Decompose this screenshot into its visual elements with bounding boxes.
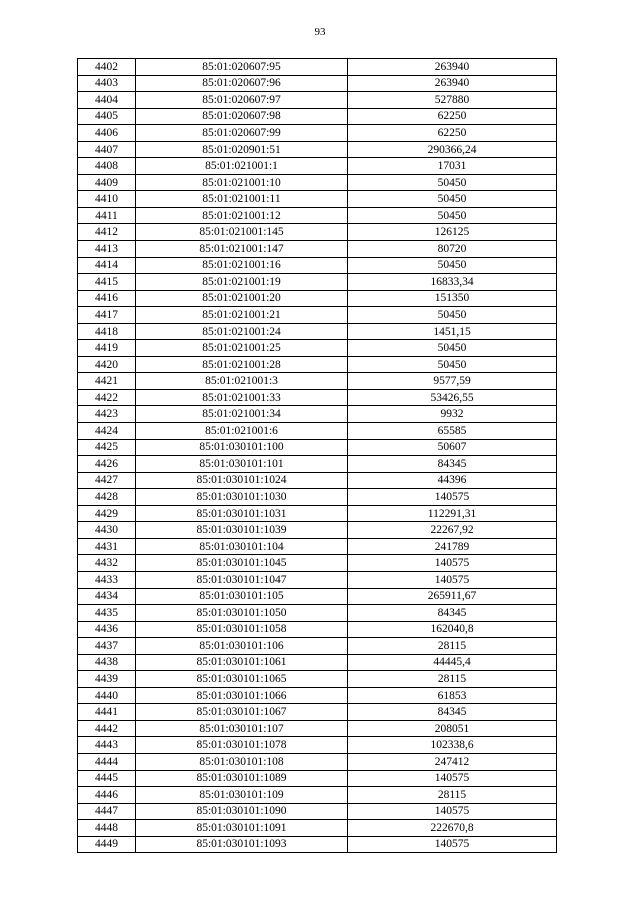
cadastral-number-cell: 85:01:030101:1030 (136, 489, 348, 506)
cadastral-number-cell: 85:01:020901:51 (136, 141, 348, 158)
value-cell: 263940 (348, 75, 557, 92)
cadastral-number-cell: 85:01:030101:1067 (136, 704, 348, 721)
table-row (78, 356, 557, 373)
row-number-cell: 4445 (78, 770, 136, 787)
row-number-cell: 4423 (78, 406, 136, 423)
cadastral-number-cell: 85:01:021001:24 (136, 323, 348, 340)
row-number-cell: 4431 (78, 538, 136, 555)
table-row (78, 687, 557, 704)
row-number-cell: 4414 (78, 257, 136, 274)
value-cell: 50607 (348, 439, 557, 456)
table-row (78, 59, 557, 76)
cadastral-number-cell: 85:01:021001:33 (136, 389, 348, 406)
table-row (78, 820, 557, 837)
row-number-cell: 4444 (78, 753, 136, 770)
row-number-cell: 4413 (78, 241, 136, 258)
value-cell: 9932 (348, 406, 557, 423)
cadastral-number-cell: 85:01:021001:6 (136, 423, 348, 440)
table-row (78, 191, 557, 208)
row-number-cell: 4416 (78, 290, 136, 307)
value-cell: 151350 (348, 290, 557, 307)
table-row (78, 290, 557, 307)
value-cell: 265911,67 (348, 588, 557, 605)
cadastral-number-cell: 85:01:030101:1089 (136, 770, 348, 787)
table-row (78, 571, 557, 588)
cadastral-number-cell: 85:01:020607:99 (136, 125, 348, 142)
row-number-cell: 4409 (78, 174, 136, 191)
row-number-cell: 4433 (78, 571, 136, 588)
row-number-cell: 4417 (78, 307, 136, 324)
table-row (78, 241, 557, 258)
value-cell: 222670,8 (348, 820, 557, 837)
table-row (78, 522, 557, 539)
value-cell: 50450 (348, 340, 557, 357)
table-row (78, 737, 557, 754)
cadastral-number-cell: 85:01:021001:21 (136, 307, 348, 324)
cadastral-number-cell: 85:01:030101:1091 (136, 820, 348, 837)
value-cell: 50450 (348, 174, 557, 191)
value-cell: 112291,31 (348, 505, 557, 522)
value-cell: 162040,8 (348, 621, 557, 638)
table-row (78, 538, 557, 555)
value-cell: 50450 (348, 257, 557, 274)
row-number-cell: 4419 (78, 340, 136, 357)
value-cell: 241789 (348, 538, 557, 555)
cadastral-number-cell: 85:01:030101:1061 (136, 654, 348, 671)
cadastral-number-cell: 85:01:020607:97 (136, 92, 348, 109)
table-row (78, 224, 557, 241)
table-row (78, 803, 557, 820)
cadastral-number-cell: 85:01:030101:109 (136, 787, 348, 804)
row-number-cell: 4426 (78, 456, 136, 473)
cadastral-number-cell: 85:01:030101:107 (136, 720, 348, 737)
cadastral-number-cell: 85:01:021001:19 (136, 274, 348, 291)
table-row (78, 158, 557, 175)
value-cell: 126125 (348, 224, 557, 241)
value-cell: 9577,59 (348, 373, 557, 390)
row-number-cell: 4447 (78, 803, 136, 820)
table-row (78, 423, 557, 440)
table-row (78, 174, 557, 191)
table-row (78, 373, 557, 390)
row-number-cell: 4435 (78, 605, 136, 622)
value-cell: 53426,55 (348, 389, 557, 406)
table-row (78, 108, 557, 125)
row-number-cell: 4432 (78, 555, 136, 572)
row-number-cell: 4406 (78, 125, 136, 142)
table-row (78, 75, 557, 92)
value-cell: 247412 (348, 753, 557, 770)
row-number-cell: 4410 (78, 191, 136, 208)
table-row (78, 638, 557, 655)
row-number-cell: 4430 (78, 522, 136, 539)
cadastral-number-cell: 85:01:030101:1065 (136, 671, 348, 688)
row-number-cell: 4434 (78, 588, 136, 605)
registry-table (77, 58, 557, 853)
table-row (78, 753, 557, 770)
row-number-cell: 4408 (78, 158, 136, 175)
cadastral-number-cell: 85:01:021001:20 (136, 290, 348, 307)
cadastral-number-cell: 85:01:030101:1093 (136, 836, 348, 853)
value-cell: 50450 (348, 356, 557, 373)
value-cell: 140575 (348, 489, 557, 506)
registry-table-body (78, 59, 557, 853)
table-row (78, 141, 557, 158)
cadastral-number-cell: 85:01:030101:105 (136, 588, 348, 605)
table-row (78, 389, 557, 406)
value-cell: 22267,92 (348, 522, 557, 539)
cadastral-number-cell: 85:01:021001:25 (136, 340, 348, 357)
value-cell: 65585 (348, 423, 557, 440)
value-cell: 80720 (348, 241, 557, 258)
value-cell: 84345 (348, 456, 557, 473)
cadastral-number-cell: 85:01:030101:100 (136, 439, 348, 456)
row-number-cell: 4424 (78, 423, 136, 440)
table-row (78, 588, 557, 605)
row-number-cell: 4411 (78, 207, 136, 224)
cadastral-number-cell: 85:01:021001:11 (136, 191, 348, 208)
value-cell: 140575 (348, 836, 557, 853)
cadastral-number-cell: 85:01:021001:10 (136, 174, 348, 191)
cadastral-number-cell: 85:01:030101:1039 (136, 522, 348, 539)
row-number-cell: 4429 (78, 505, 136, 522)
cadastral-number-cell: 85:01:030101:104 (136, 538, 348, 555)
row-number-cell: 4449 (78, 836, 136, 853)
row-number-cell: 4415 (78, 274, 136, 291)
row-number-cell: 4448 (78, 820, 136, 837)
value-cell: 28115 (348, 671, 557, 688)
row-number-cell: 4446 (78, 787, 136, 804)
row-number-cell: 4440 (78, 687, 136, 704)
table-row (78, 456, 557, 473)
row-number-cell: 4404 (78, 92, 136, 109)
value-cell: 62250 (348, 125, 557, 142)
cadastral-number-cell: 85:01:030101:1024 (136, 472, 348, 489)
cadastral-number-cell: 85:01:020607:96 (136, 75, 348, 92)
table-row (78, 125, 557, 142)
row-number-cell: 4405 (78, 108, 136, 125)
table-row (78, 720, 557, 737)
value-cell: 140575 (348, 555, 557, 572)
cadastral-number-cell: 85:01:030101:106 (136, 638, 348, 655)
row-number-cell: 4402 (78, 59, 136, 76)
table-row (78, 340, 557, 357)
table-row (78, 323, 557, 340)
cadastral-number-cell: 85:01:020607:98 (136, 108, 348, 125)
value-cell: 16833,34 (348, 274, 557, 291)
table-row (78, 654, 557, 671)
value-cell: 527880 (348, 92, 557, 109)
value-cell: 140575 (348, 571, 557, 588)
value-cell: 61853 (348, 687, 557, 704)
value-cell: 28115 (348, 787, 557, 804)
table-row (78, 92, 557, 109)
cadastral-number-cell: 85:01:021001:1 (136, 158, 348, 175)
cadastral-number-cell: 85:01:030101:1078 (136, 737, 348, 754)
row-number-cell: 4438 (78, 654, 136, 671)
value-cell: 102338,6 (348, 737, 557, 754)
cadastral-number-cell: 85:01:030101:1031 (136, 505, 348, 522)
table-row (78, 307, 557, 324)
cadastral-number-cell: 85:01:020607:95 (136, 59, 348, 76)
cadastral-number-cell: 85:01:030101:1090 (136, 803, 348, 820)
row-number-cell: 4403 (78, 75, 136, 92)
value-cell: 84345 (348, 605, 557, 622)
row-number-cell: 4422 (78, 389, 136, 406)
row-number-cell: 4443 (78, 737, 136, 754)
row-number-cell: 4407 (78, 141, 136, 158)
value-cell: 50450 (348, 191, 557, 208)
table-row (78, 489, 557, 506)
cadastral-number-cell: 85:01:030101:1050 (136, 605, 348, 622)
table-row (78, 770, 557, 787)
value-cell: 84345 (348, 704, 557, 721)
page-number: 93 (314, 26, 326, 38)
cadastral-number-cell: 85:01:021001:34 (136, 406, 348, 423)
row-number-cell: 4427 (78, 472, 136, 489)
value-cell: 140575 (348, 770, 557, 787)
row-number-cell: 4428 (78, 489, 136, 506)
row-number-cell: 4439 (78, 671, 136, 688)
cadastral-number-cell: 85:01:021001:147 (136, 241, 348, 258)
table-row (78, 406, 557, 423)
row-number-cell: 4436 (78, 621, 136, 638)
table-row (78, 257, 557, 274)
cadastral-number-cell: 85:01:030101:108 (136, 753, 348, 770)
row-number-cell: 4421 (78, 373, 136, 390)
value-cell: 62250 (348, 108, 557, 125)
value-cell: 28115 (348, 638, 557, 655)
cadastral-number-cell: 85:01:030101:101 (136, 456, 348, 473)
row-number-cell: 4437 (78, 638, 136, 655)
table-row (78, 836, 557, 853)
value-cell: 1451,15 (348, 323, 557, 340)
cadastral-number-cell: 85:01:030101:1045 (136, 555, 348, 572)
table-row (78, 605, 557, 622)
row-number-cell: 4425 (78, 439, 136, 456)
row-number-cell: 4412 (78, 224, 136, 241)
table-row (78, 505, 557, 522)
row-number-cell: 4441 (78, 704, 136, 721)
table-row (78, 621, 557, 638)
table-row (78, 671, 557, 688)
value-cell: 208051 (348, 720, 557, 737)
cadastral-number-cell: 85:01:030101:1058 (136, 621, 348, 638)
value-cell: 50450 (348, 307, 557, 324)
table-row (78, 274, 557, 291)
row-number-cell: 4418 (78, 323, 136, 340)
cadastral-number-cell: 85:01:021001:12 (136, 207, 348, 224)
table-row (78, 439, 557, 456)
table-row (78, 787, 557, 804)
cadastral-number-cell: 85:01:030101:1047 (136, 571, 348, 588)
value-cell: 44396 (348, 472, 557, 489)
table-row (78, 207, 557, 224)
cadastral-number-cell: 85:01:021001:3 (136, 373, 348, 390)
value-cell: 290366,24 (348, 141, 557, 158)
cadastral-number-cell: 85:01:021001:16 (136, 257, 348, 274)
table-row (78, 472, 557, 489)
value-cell: 140575 (348, 803, 557, 820)
cadastral-number-cell: 85:01:030101:1066 (136, 687, 348, 704)
value-cell: 50450 (348, 207, 557, 224)
table-row (78, 704, 557, 721)
row-number-cell: 4442 (78, 720, 136, 737)
row-number-cell: 4420 (78, 356, 136, 373)
cadastral-number-cell: 85:01:021001:28 (136, 356, 348, 373)
value-cell: 263940 (348, 59, 557, 76)
value-cell: 44445,4 (348, 654, 557, 671)
cadastral-number-cell: 85:01:021001:145 (136, 224, 348, 241)
value-cell: 17031 (348, 158, 557, 175)
table-row (78, 555, 557, 572)
